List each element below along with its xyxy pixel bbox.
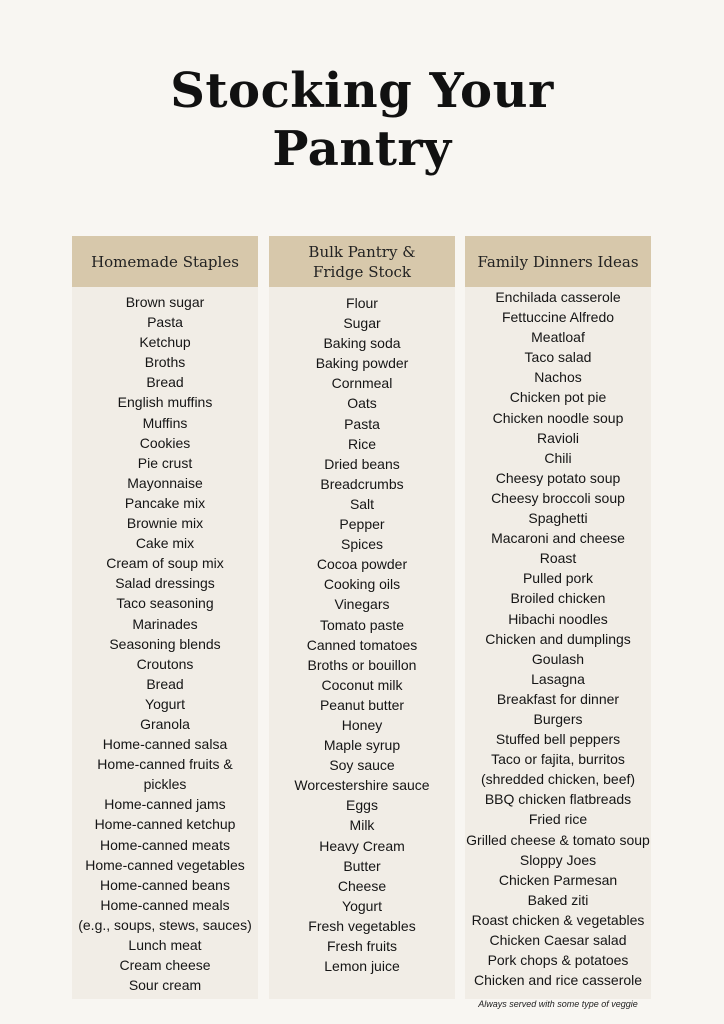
list-item: Fried rice: [528, 811, 588, 828]
list-item: Breakfast for dinner: [496, 690, 620, 707]
list-item: Cheesy potato soup: [495, 469, 621, 486]
list-item: Taco or fajita, burritos: [491, 751, 625, 768]
list-item: Seasoning blends: [109, 635, 221, 652]
list-item: Chicken Caesar salad: [489, 932, 627, 948]
list-item: Broths or bouillon: [307, 656, 417, 673]
list-item: Pasta: [147, 314, 183, 331]
column-body: [72, 287, 258, 999]
list-item: Milk: [349, 817, 375, 834]
list-item: Macaroni and cheese: [491, 530, 625, 547]
list-item: Dried beans: [324, 455, 400, 472]
list-item: Breadcrumbs: [320, 475, 404, 492]
list-item: Cheesy broccoli soup: [491, 489, 625, 506]
list-item: Cornmeal: [331, 375, 393, 392]
list-item: Nachos: [534, 369, 582, 386]
list-item: Meatloaf: [531, 329, 585, 346]
list-item: Baked ziti: [527, 891, 589, 908]
list-item: Spices: [340, 536, 384, 553]
item-list: [269, 293, 455, 976]
list-item: Pork chops & potatoes: [487, 952, 629, 969]
page-title: [0, 62, 724, 178]
list-item: Lunch meat: [128, 937, 202, 953]
list-item: Cream cheese: [119, 957, 211, 974]
list-item: Spaghetti: [528, 510, 588, 527]
list-item: Salad dressings: [115, 575, 215, 592]
list-item: Oats: [347, 395, 377, 412]
list-item: Croutons: [136, 655, 194, 672]
list-item: Grilled cheese & tomato soup: [466, 831, 650, 848]
list-item: Granola: [140, 715, 190, 732]
list-item: Heavy Cream: [319, 837, 405, 854]
list-item: Chicken Parmesan: [498, 871, 618, 888]
list-item: Pie crust: [137, 454, 193, 471]
list-item: Taco salad: [524, 349, 592, 366]
list-item: BBQ chicken flatbreads: [484, 791, 632, 808]
column-family-dinners: [465, 236, 651, 999]
list-item: Eggs: [346, 797, 378, 814]
list-item: Fresh vegetables: [308, 917, 416, 934]
list-item: Home-canned fruits &: [97, 756, 233, 773]
list-item: Home-canned beans: [100, 876, 230, 893]
footnote: Always served with some type of veggie: [478, 999, 638, 1009]
list-item: Roast: [539, 550, 577, 567]
list-item: Cocoa powder: [316, 556, 408, 573]
list-item: (shredded chicken, beef): [480, 771, 636, 788]
list-item: Flour: [346, 295, 378, 311]
list-item: Bread: [146, 374, 184, 391]
list-item: Broths: [144, 354, 186, 371]
list-item: Salt: [349, 495, 375, 512]
list-item: Maple syrup: [323, 737, 401, 754]
column-body: [465, 287, 651, 999]
list-item: Lemon juice: [324, 958, 400, 975]
list-item: Marinades: [132, 615, 198, 632]
list-item: Cake mix: [135, 535, 195, 552]
column-heading-line-2: Fridge Stock: [312, 262, 412, 281]
list-item: Chicken and rice casserole: [473, 972, 643, 989]
list-item: (e.g., soups, stews, sauces): [78, 916, 252, 933]
list-item: Yogurt: [145, 695, 185, 712]
list-item: Sour cream: [128, 977, 202, 994]
list-item: Brownie mix: [126, 515, 204, 532]
list-item: Peanut butter: [319, 696, 405, 713]
list-item: Baking powder: [315, 355, 409, 372]
list-item: Brown sugar: [125, 294, 205, 310]
list-item: Vinegars: [334, 596, 390, 613]
list-item: Hibachi noodles: [508, 610, 608, 627]
list-item: Home-canned meals: [100, 896, 230, 913]
list-item: Coconut milk: [321, 676, 403, 693]
list-item: Cream of soup mix: [106, 555, 224, 572]
list-item: Chicken noodle soup: [492, 409, 624, 426]
column-homemade-staples: [72, 236, 258, 999]
column-heading: Family Dinners Ideas: [465, 236, 651, 287]
list-item: Tomato paste: [319, 616, 405, 633]
list-item: Fettuccine Alfredo: [501, 309, 615, 326]
list-item: Pulled pork: [522, 570, 594, 587]
list-item: Yogurt: [342, 897, 382, 914]
list-item: Lasagna: [531, 670, 585, 687]
list-item: Home-canned ketchup: [94, 816, 236, 833]
list-item: Cheese: [337, 877, 387, 894]
column-bulk-pantry: [269, 236, 455, 999]
list-item: Taco seasoning: [116, 595, 214, 612]
column-body: [269, 287, 455, 999]
list-item: Ketchup: [139, 334, 191, 351]
list-item: Soy sauce: [329, 757, 395, 774]
list-item: English muffins: [117, 394, 213, 411]
list-item: Home-canned meats: [100, 836, 230, 853]
list-item: Muffins: [142, 414, 188, 431]
list-item: Bread: [146, 675, 184, 692]
list-item: Honey: [341, 716, 383, 733]
list-item: Chili: [544, 449, 572, 466]
list-item: Rice: [347, 435, 376, 452]
list-item: Pancake mix: [124, 494, 206, 511]
list-item: Pepper: [339, 516, 385, 533]
column-heading-line-1: Bulk Pantry &: [308, 242, 416, 261]
list-item: Fresh fruits: [326, 938, 397, 954]
list-item: Home-canned jams: [104, 796, 226, 813]
list-item: Butter: [343, 857, 381, 874]
item-list: [72, 292, 258, 995]
list-item: pickles: [143, 776, 187, 793]
list-item: Worcestershire sauce: [294, 777, 430, 794]
list-item: Baking soda: [323, 335, 401, 352]
column-heading: [269, 236, 455, 287]
column-heading: Homemade Staples: [72, 236, 258, 287]
list-item: Cooking oils: [323, 576, 401, 593]
list-item: Burgers: [533, 710, 583, 727]
title-line-1: Stocking Your: [170, 63, 554, 119]
list-item: Enchilada casserole: [495, 289, 621, 305]
list-item: Canned tomatoes: [306, 636, 418, 653]
list-item: Sugar: [343, 315, 381, 332]
title-line-2: Pantry: [272, 121, 452, 177]
list-item: Chicken pot pie: [509, 389, 607, 406]
item-list: [465, 287, 651, 990]
list-item: Home-canned salsa: [102, 736, 228, 753]
list-item: Ravioli: [536, 429, 579, 446]
list-item: Chicken and dumplings: [485, 630, 631, 647]
list-item: Pasta: [344, 415, 380, 432]
list-item: Home-canned vegetables: [85, 856, 245, 873]
list-item: Goulash: [531, 650, 585, 667]
list-item: Stuffed bell peppers: [495, 731, 621, 748]
list-item: Roast chicken & vegetables: [471, 911, 645, 928]
list-item: Broiled chicken: [510, 590, 606, 607]
list-item: Sloppy Joes: [519, 851, 597, 868]
list-item: Mayonnaise: [127, 474, 203, 491]
list-item: Cookies: [139, 434, 191, 451]
